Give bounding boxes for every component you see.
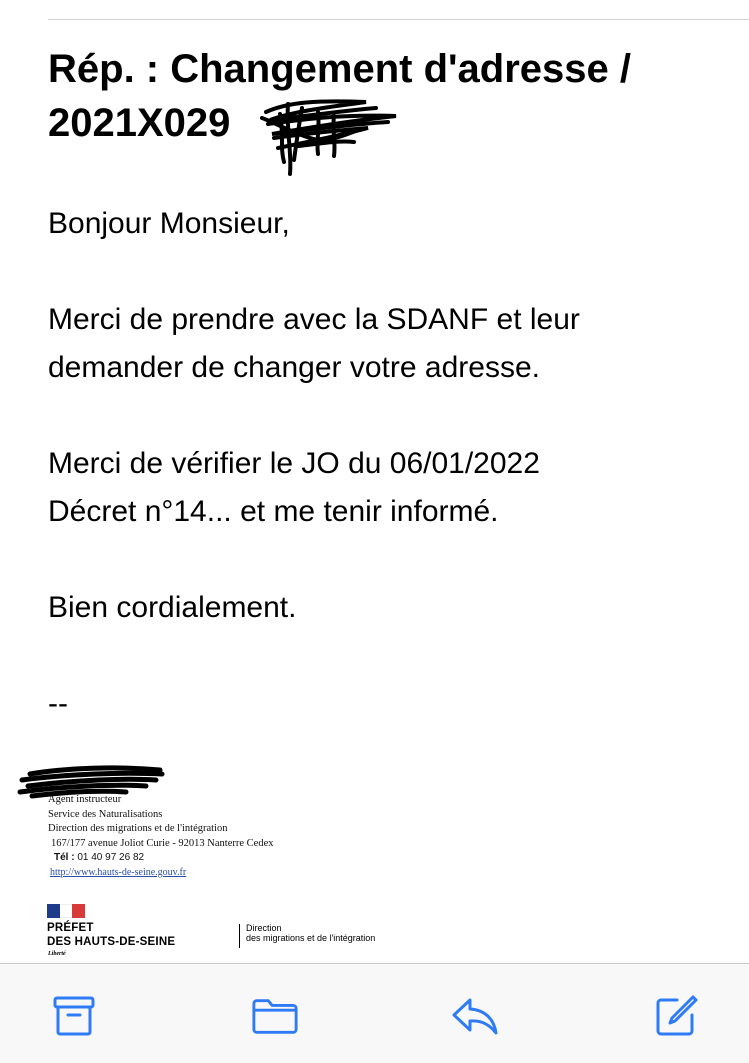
compose-button[interactable] bbox=[652, 992, 700, 1040]
paragraph-2 bbox=[48, 440, 728, 536]
signature-service: Service des Naturalisations bbox=[48, 808, 163, 820]
prefet-title bbox=[47, 921, 175, 949]
folder-icon bbox=[251, 996, 299, 1036]
greeting: Bonjour Monsieur, bbox=[48, 207, 290, 240]
prefet-line-1: PRÉFET bbox=[47, 922, 94, 934]
signature-phone bbox=[48, 851, 273, 866]
top-divider bbox=[48, 19, 749, 20]
logo-divider bbox=[239, 924, 240, 948]
signature-direction: Direction des migrations et de l'intégration bbox=[48, 823, 228, 835]
archive-icon bbox=[52, 995, 96, 1037]
paragraph-2-line-1: Merci de vérifier le JO du 06/01/2022 bbox=[48, 447, 540, 480]
reply-button[interactable] bbox=[451, 992, 499, 1040]
redaction-scribble bbox=[258, 90, 403, 182]
french-flag-icon bbox=[47, 904, 85, 918]
paragraph-2-line-2: Décret n°14... et me tenir informé. bbox=[48, 495, 499, 528]
compose-icon bbox=[653, 993, 699, 1039]
website-link[interactable]: http://www.hauts-de-seine.gouv.fr bbox=[50, 866, 187, 878]
phone-label: Tél : bbox=[54, 852, 75, 864]
logo-direction-line-1: Direction bbox=[246, 923, 282, 933]
subject-line-2: 2021X029 bbox=[48, 101, 231, 145]
signature-role: Agent instructeur bbox=[48, 794, 122, 805]
bottom-toolbar bbox=[0, 963, 749, 1063]
logo-direction-line-2: des migrations et de l'intégration bbox=[246, 933, 376, 943]
paragraph-1 bbox=[48, 296, 728, 392]
phone-value: 01 40 97 26 82 bbox=[77, 852, 145, 864]
paragraph-1-line-1: Merci de prendre avec la SDANF et leur bbox=[48, 303, 580, 336]
signature-redaction-scribble bbox=[16, 762, 166, 804]
reply-icon bbox=[451, 996, 499, 1036]
logo-direction bbox=[246, 923, 375, 943]
paragraph-1-line-2: demander de changer votre adresse. bbox=[48, 351, 540, 384]
prefecture-logo bbox=[47, 904, 407, 964]
archive-button[interactable] bbox=[50, 992, 98, 1040]
subject-line-1: Rép. : Changement d'adresse / bbox=[48, 47, 631, 91]
move-to-folder-button[interactable] bbox=[251, 992, 299, 1040]
motto-text: Liberté bbox=[48, 951, 66, 957]
signature-address: 167/177 avenue Joliot Curie - 92013 Nanterre Cedex bbox=[51, 837, 274, 849]
closing: Bien cordialement. bbox=[48, 591, 297, 624]
signature-block bbox=[48, 793, 273, 881]
prefet-line-2: DES HAUTS-DE-SEINE bbox=[47, 936, 176, 948]
signature-separator: -- bbox=[48, 687, 68, 720]
